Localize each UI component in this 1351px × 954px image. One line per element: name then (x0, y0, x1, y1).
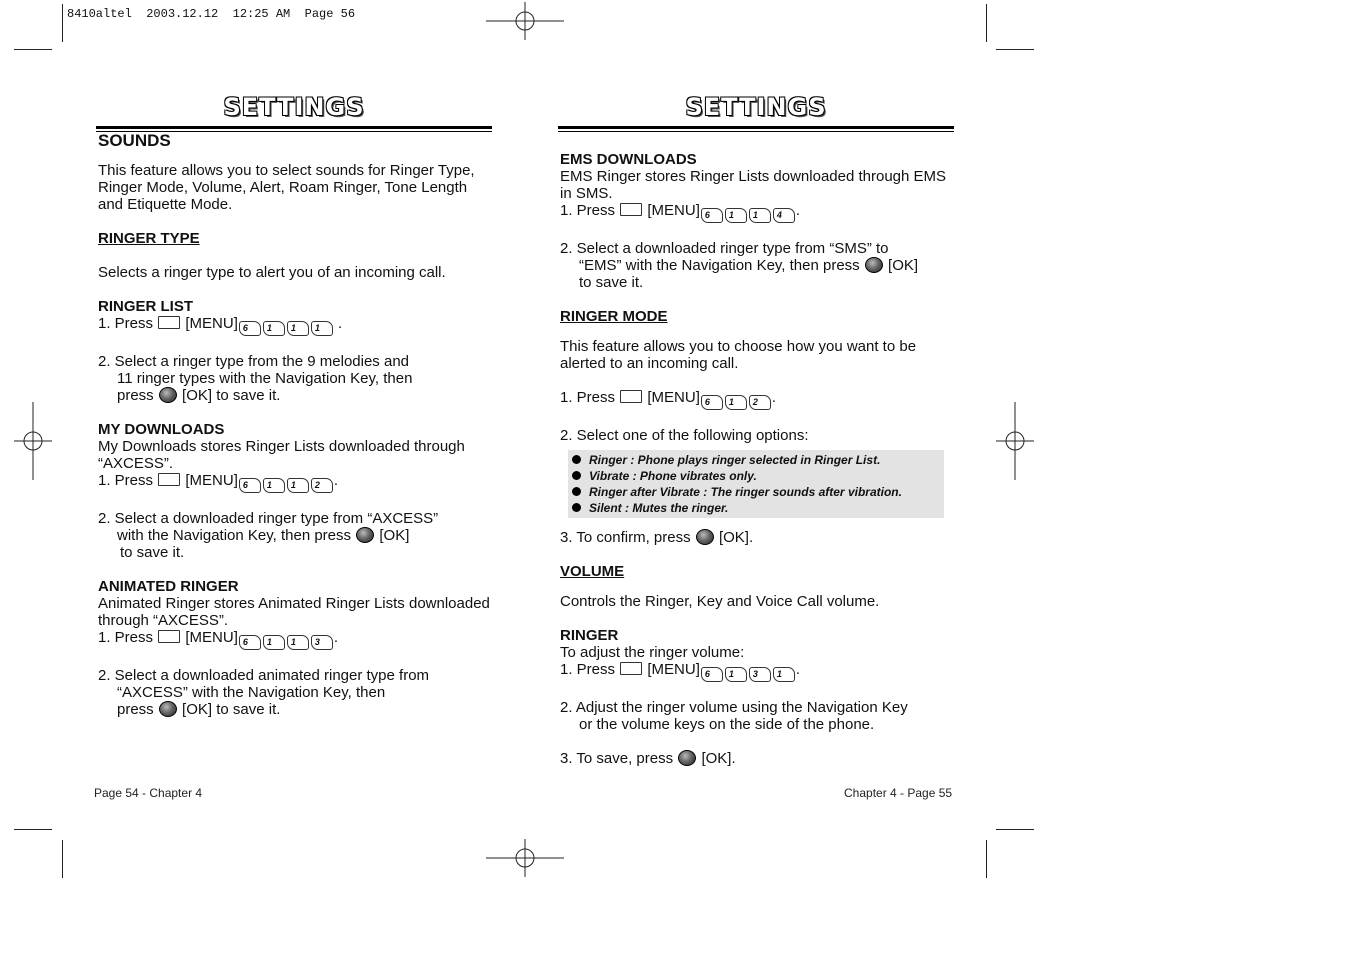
menu-softkey-icon (620, 390, 642, 403)
step-text: [OK]. (701, 750, 736, 767)
ems-downloads-step2-b (560, 257, 954, 274)
step-text: 3. To confirm, press (560, 529, 691, 546)
option-item (572, 468, 940, 484)
animated-ringer-step2-a: 2. Select a downloaded animated ringer type from (98, 667, 430, 684)
key-1-icon: 1 (263, 321, 285, 336)
menu-softkey-icon (158, 473, 180, 486)
key-1-icon: 1 (311, 321, 333, 336)
menu-label: [MENU] (647, 389, 700, 406)
step-text: 1. Press (98, 472, 154, 489)
bullet-icon (572, 471, 581, 480)
step-text: “EMS” with the Navigation Key, then press (579, 257, 860, 274)
ringer-step3 (560, 750, 954, 767)
crop-mark (996, 49, 1034, 50)
left-page-footer: Page 54 - Chapter 4 (94, 786, 203, 800)
step-text: with the Navigation Key, then press (117, 527, 352, 544)
key-4-icon: 4 (773, 208, 795, 223)
ringer-type-heading: RINGER TYPE (98, 230, 200, 247)
animated-ringer-text: Animated Ringer stores Animated Ringer Lists downloaded through “AXCESS”. (98, 595, 490, 629)
ringer-step1: 1. Press [MENU] 6 1 3 1 . (560, 661, 954, 682)
key-2-icon: 2 (749, 395, 771, 410)
print-header: 8410altel 2003.12.12 12:25 AM Page 56 (67, 7, 356, 21)
step-text: [OK] (888, 257, 919, 274)
ok-key-icon (356, 527, 374, 543)
step-text: [OK] to save it. (182, 701, 281, 718)
volume-text: Controls the Ringer, Key and Voice Call volume. (560, 593, 880, 610)
key-3-icon: 3 (749, 667, 771, 682)
page-title: SETTINGS (685, 93, 827, 121)
ok-key-icon (696, 529, 714, 545)
menu-softkey-icon (620, 662, 642, 675)
option-text: Vibrate : Phone vibrates only. (589, 469, 757, 483)
key-1-icon: 1 (287, 321, 309, 336)
menu-softkey-icon (158, 316, 180, 329)
right-page-content (558, 132, 954, 767)
step-text: 1. Press (98, 315, 154, 332)
key-1-icon: 1 (725, 667, 747, 682)
page-title: SETTINGS (223, 93, 365, 121)
menu-label: [MENU] (647, 202, 700, 219)
sounds-text: This feature allows you to select sounds for Ringer Type, Ringer Mode, Volume, Alert, Roam Ringer, Tone Length and Etiquette Mode. (98, 162, 475, 213)
option-item (572, 484, 940, 500)
step-text: [OK] (379, 527, 410, 544)
key-6-icon: 6 (239, 321, 261, 336)
ringer-text: To adjust the ringer volume: (560, 644, 745, 661)
ringer-type-text: Selects a ringer type to alert you of an incoming call. (98, 264, 446, 281)
key-1-icon: 1 (749, 208, 771, 223)
step-text: [OK]. (718, 529, 754, 546)
ringer-mode-step3 (560, 529, 954, 546)
animated-ringer-step2-b: “AXCESS” with the Navigation Key, then (117, 684, 386, 701)
ringer-step2-a: 2. Adjust the ringer volume using the Navigation Key (560, 699, 908, 716)
key-1-icon: 1 (287, 478, 309, 493)
key-1-icon: 1 (773, 667, 795, 682)
registration-mark-top-icon (486, 2, 564, 40)
menu-label: [MENU] (185, 315, 238, 332)
left-page-content (96, 132, 492, 718)
step-text: 1. Press (560, 389, 616, 406)
key-6-icon: 6 (701, 395, 723, 410)
crop-mark (14, 829, 52, 830)
ringer-list-step2-b: 11 ringer types with the Navigation Key, then (117, 370, 413, 387)
bullet-icon (572, 503, 581, 512)
my-downloads-step2-a: 2. Select a downloaded ringer type from “AXCESS” (98, 510, 439, 527)
animated-ringer-step1: 1. Press [MENU] 6 1 1 3 . (98, 629, 492, 650)
ringer-mode-text: This feature allows you to choose how you want to be alerted to an incoming call. (560, 338, 917, 372)
ok-key-icon (865, 257, 883, 273)
key-1-icon: 1 (725, 395, 747, 410)
crop-mark (996, 829, 1034, 830)
step-text: 1. Press (560, 661, 616, 678)
step-text: 3. To save, press (560, 750, 674, 767)
option-item (572, 500, 940, 516)
menu-label: [MENU] (185, 629, 238, 646)
my-downloads-step1: 1. Press [MENU] 6 1 1 2 . (98, 472, 492, 493)
my-downloads-step2-b (98, 527, 492, 544)
ringer-list-step2-c (98, 387, 492, 404)
step-text: 1. Press (560, 202, 616, 219)
right-page (558, 90, 954, 767)
title-rule (558, 126, 954, 129)
registration-mark-left-icon (14, 402, 52, 480)
crop-mark (986, 4, 987, 42)
ringer-step2-b: or the volume keys on the side of the phone. (579, 716, 875, 733)
menu-label: [MENU] (647, 661, 700, 678)
my-downloads-step2-c: to save it. (120, 544, 185, 561)
key-1-icon: 1 (725, 208, 747, 223)
crop-mark (986, 840, 987, 878)
bullet-icon (572, 455, 581, 464)
step-text: [OK] to save it. (182, 387, 281, 404)
ems-downloads-step2-c: to save it. (579, 274, 644, 291)
menu-softkey-icon (158, 630, 180, 643)
ringer-mode-options (568, 450, 944, 518)
ems-downloads-step2-a: 2. Select a downloaded ringer type from “SMS” to (560, 240, 889, 257)
left-page (96, 90, 492, 718)
key-6-icon: 6 (701, 667, 723, 682)
step-text: press (117, 387, 154, 404)
option-item (572, 452, 940, 468)
key-1-icon: 1 (287, 635, 309, 650)
option-text: Ringer : Phone plays ringer selected in Ringer List. (589, 453, 881, 467)
right-page-footer: Chapter 4 - Page 55 (844, 786, 953, 800)
key-1-icon: 1 (263, 478, 285, 493)
ok-key-icon (159, 387, 177, 403)
animated-ringer-heading: ANIMATED RINGER (98, 578, 239, 595)
key-6-icon: 6 (239, 635, 261, 650)
registration-mark-bottom-icon (486, 839, 564, 877)
ringer-mode-step2: 2. Select one of the following options: (560, 427, 809, 444)
key-2-icon: 2 (311, 478, 333, 493)
my-downloads-text: My Downloads stores Ringer Lists downloaded through “AXCESS”. (98, 438, 465, 472)
crop-mark (62, 840, 63, 878)
ringer-list-heading: RINGER LIST (98, 298, 194, 315)
step-text: 1. Press (98, 629, 154, 646)
crop-mark (14, 49, 52, 50)
option-text: Silent : Mutes the ringer. (589, 501, 729, 515)
option-text: Ringer after Vibrate : The ringer sounds after vibration. (589, 485, 902, 499)
ringer-heading: RINGER (560, 627, 619, 644)
menu-label: [MENU] (185, 472, 238, 489)
title-rule (96, 126, 492, 129)
ringer-mode-heading: RINGER MODE (560, 308, 668, 325)
registration-mark-right-icon (996, 402, 1034, 480)
ringer-list-step1: 1. Press [MENU] 6 1 1 1 . (98, 315, 492, 336)
key-1-icon: 1 (263, 635, 285, 650)
key-6-icon: 6 (239, 478, 261, 493)
ok-key-icon (159, 701, 177, 717)
key-3-icon: 3 (311, 635, 333, 650)
volume-heading: VOLUME (560, 563, 625, 580)
sounds-heading: SOUNDS (98, 131, 171, 150)
ringer-mode-step1: 1. Press [MENU] 6 1 2 . (560, 389, 954, 410)
ems-downloads-heading: EMS DOWNLOADS (560, 151, 697, 168)
animated-ringer-step2-c (98, 701, 492, 718)
ems-downloads-text: EMS Ringer stores Ringer Lists downloaded through EMS in SMS. (560, 168, 947, 202)
bullet-icon (572, 487, 581, 496)
key-6-icon: 6 (701, 208, 723, 223)
menu-softkey-icon (620, 203, 642, 216)
ok-key-icon (678, 750, 696, 766)
ems-downloads-step1: 1. Press [MENU] 6 1 1 4 . (560, 202, 954, 223)
crop-mark (62, 4, 63, 42)
my-downloads-heading: MY DOWNLOADS (98, 421, 225, 438)
ringer-list-step2-a: 2. Select a ringer type from the 9 melodies and (98, 353, 410, 370)
step-text: press (117, 701, 154, 718)
